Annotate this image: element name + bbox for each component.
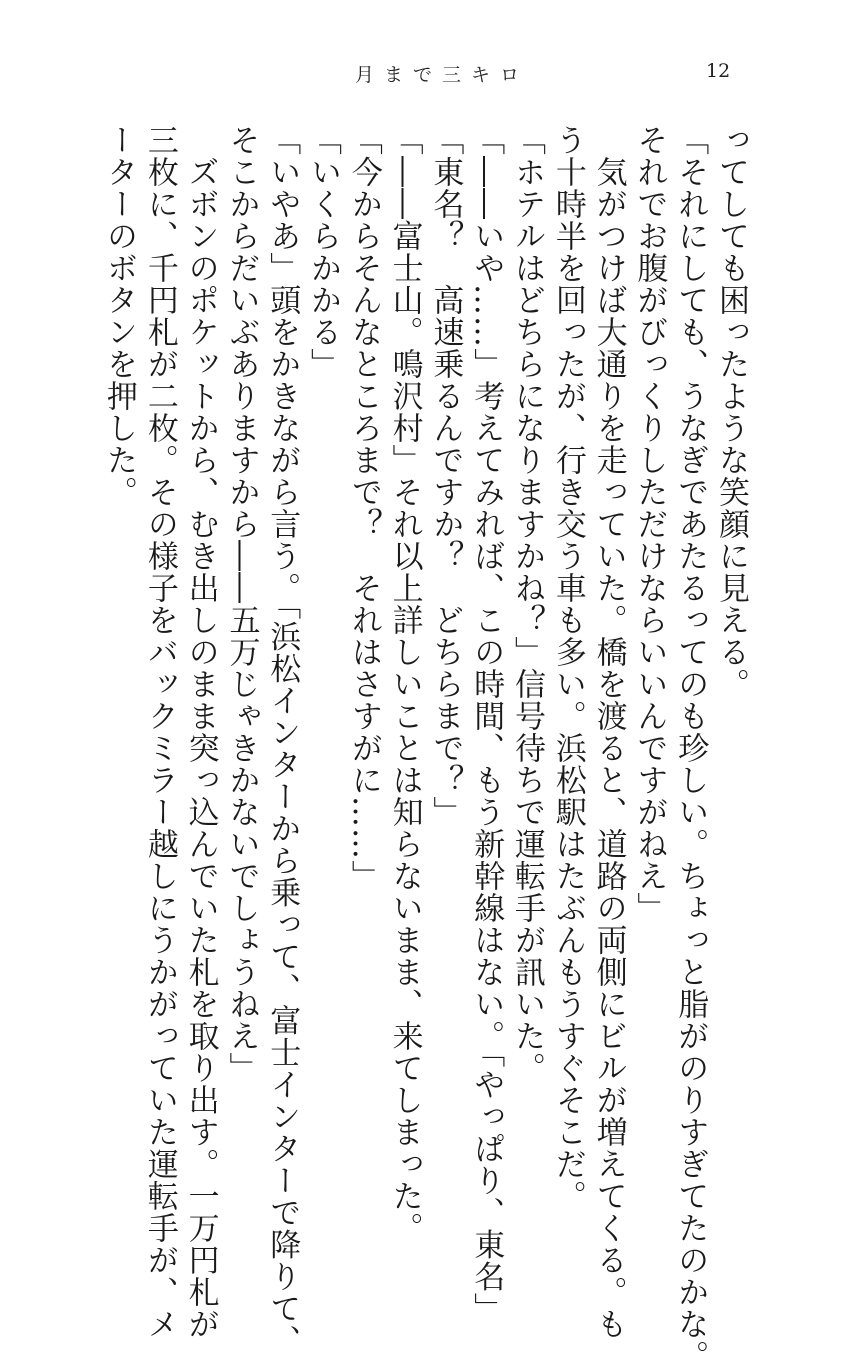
- text-line: ズボンのポケットから、むき出しのまま突っ込んでいた札を取り出す。一万円札が: [182, 156, 219, 1340]
- body-text: [98, 124, 751, 1372]
- text-line: ってしても困ったような笑顔に見える。: [713, 124, 749, 700]
- text-line: 「今からそんなところまで？ それはさすがに……」: [345, 124, 382, 892]
- text-line: 「いくらかかる」: [305, 124, 342, 380]
- text-line: 「――いや……」考えてみれば、この時間、もう新幹線はない。「やっぱり、東名」: [468, 124, 505, 1325]
- text-line: ーターのボタンを押した。: [101, 124, 138, 508]
- page-number: 12: [706, 60, 731, 82]
- text-line: 「それにしても、うなぎであたるってのも珍しい。ちょっと脂がのりすぎてたのかな。: [672, 124, 709, 1372]
- running-header: 月まで三キロ: [355, 64, 530, 86]
- text-line: 「東名？ 高速乗るんですか？ どちらまで？」: [427, 124, 464, 828]
- text-line: そこからだいぶありますから――五万じゃきかないでしょうねえ」: [223, 124, 260, 1084]
- text-line: う十時半を回ったが、行き交う車も多い。浜松駅はたぶんもうすぐそこだ。: [549, 124, 586, 1212]
- text-line: 「いやあ」頭をかきながら言う。「浜松インターから乗って、富士インターで降りて、: [264, 124, 301, 1357]
- text-line: 気がつけば大通りを走っていた。橋を渡ると、道路の両側にビルが増えてくる。も: [590, 156, 627, 1340]
- text-line: 三枚に、千円札が二枚。その様子をバックミラー越しにうかがっていた運転手が、メ: [141, 124, 178, 1340]
- text-line: 「ホテルはどちらになりますかね？」信号待ちで運転手が訊いた。: [509, 124, 546, 1084]
- text-line: 「――富士山。鳴沢村」それ以上詳しいことは知らないまま、来てしまった。: [386, 124, 423, 1244]
- text-line: それでお腹がびっくりしただけならいいんですがねえ」: [631, 124, 668, 924]
